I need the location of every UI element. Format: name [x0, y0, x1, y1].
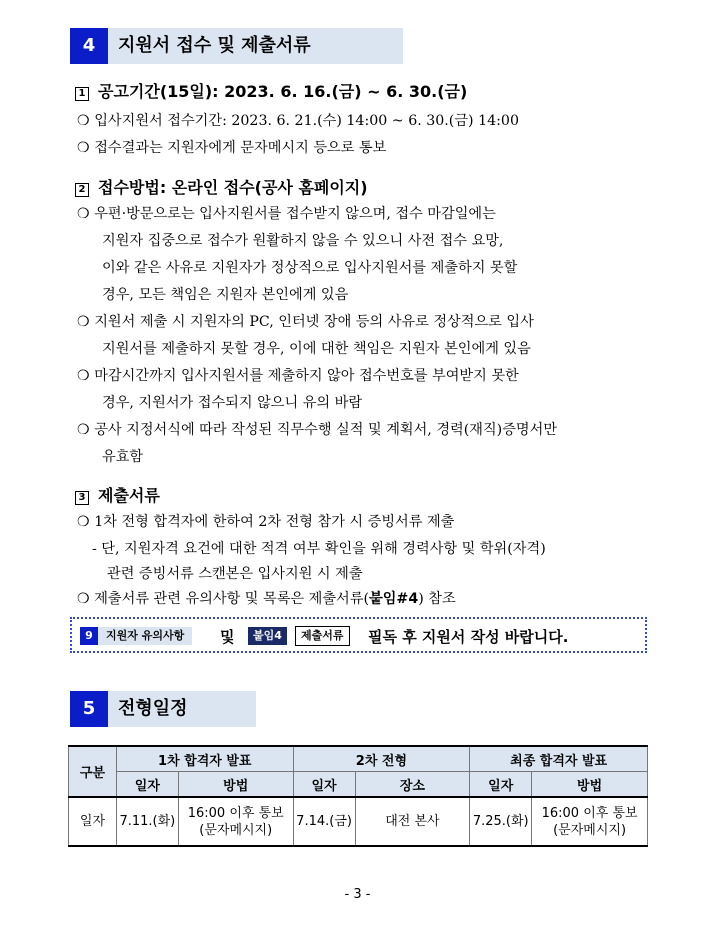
- section-title: 지원서 접수 및 제출서류: [118, 35, 311, 56]
- table-subheader: 방법: [178, 772, 293, 798]
- table-cell: 대전 본사: [355, 797, 470, 846]
- body-line: ❍ 우편·방문으로는 입사지원서를 접수받지 않으며, 접수 마감일에는: [77, 206, 496, 222]
- notice-box: [70, 617, 647, 653]
- page-number: - 3 -: [344, 887, 371, 902]
- notice-number: 9: [80, 627, 98, 645]
- table-cell: 일자: [69, 797, 117, 846]
- table-subheader-row: [69, 772, 648, 798]
- table-subheader: 방법: [532, 772, 648, 798]
- body-line: 이와 같은 사유로 지원자가 정상적으로 입사지원서를 제출하지 못할: [102, 260, 518, 276]
- body-line: 유효함: [102, 449, 144, 465]
- schedule-table: [68, 745, 648, 847]
- table-header: 2차 전형: [293, 746, 470, 772]
- table-row: [69, 797, 648, 846]
- notice-and: 및: [220, 628, 235, 646]
- body-line: 지원자 집중으로 접수가 원활하지 않을 수 있으니 사전 접수 요망,: [102, 233, 504, 249]
- body-line: [77, 588, 456, 608]
- body-text: ) 참조: [418, 591, 456, 607]
- table-cell: 7.14.(금): [293, 797, 355, 846]
- table-header: 1차 합격자 발표: [116, 746, 293, 772]
- body-line: 경우, 모든 책임은 지원자 본인에게 있음: [102, 287, 349, 303]
- cell-line: 16:00 이후 통보: [541, 805, 638, 821]
- body-line: ❍ 입사지원서 접수기간: 2023. 6. 21.(수) 14:00 ~ 6. 30.(금) 14:00: [77, 113, 519, 129]
- body-line: ❍ 마감시간까지 입사지원서를 제출하지 않아 접수번호를 부여받지 못한: [77, 368, 519, 384]
- table-cell: 7.25.(화): [470, 797, 532, 846]
- body-line: ❍ 공사 지정서식에 따라 작성된 직무수행 실적 및 계획서, 경력(재직)증명서만: [77, 422, 558, 438]
- table-header: 구분: [69, 746, 117, 797]
- cell-line: (문자메시지): [199, 822, 273, 838]
- number-box: 3: [75, 491, 89, 505]
- table-subheader: 일자: [116, 772, 178, 798]
- subheading-text: 접수방법: 온라인 접수(공사 홈페이지): [98, 178, 368, 197]
- number-box: 2: [75, 183, 89, 197]
- subheading-text: 공고기간(15일): 2023. 6. 16.(금) ~ 6. 30.(금): [98, 82, 468, 101]
- body-line: ❍ 접수결과는 지원자에게 문자메시지 등으로 통보: [77, 140, 387, 156]
- body-line: ❍ 지원서 제출 시 지원자의 PC, 인터넷 장애 등의 사유로 정상적으로 입사: [77, 314, 534, 330]
- table-cell: [178, 797, 293, 846]
- section-number: 5: [70, 691, 108, 727]
- body-line: 관련 증빙서류 스캔본은 입사지원 시 제출: [107, 566, 363, 582]
- table-header-row: [69, 746, 648, 772]
- table-header: 최종 합격자 발표: [470, 746, 648, 772]
- attachment-ref: 붙임#4: [369, 591, 419, 607]
- cell-line: 16:00 이후 통보: [187, 805, 284, 821]
- table-subheader: 일자: [293, 772, 355, 798]
- section-5-header: [70, 691, 256, 727]
- notice-text: 필독 후 지원서 작성 바랍니다.: [368, 628, 569, 646]
- table-cell: [532, 797, 648, 846]
- notice-label: 지원자 유의사항: [98, 627, 192, 645]
- table-subheader: 장소: [355, 772, 470, 798]
- table-subheader: 일자: [470, 772, 532, 798]
- section-4-header: [70, 28, 403, 64]
- subheading-text: 제출서류: [98, 486, 160, 505]
- body-line: 경우, 지원서가 접수되지 않으니 유의 바람: [102, 395, 363, 411]
- table-cell: 7.11.(화): [116, 797, 178, 846]
- number-box: 1: [75, 87, 89, 101]
- body-line: 지원서를 제출하지 못할 경우, 이에 대한 책임은 지원자 본인에게 있음: [102, 341, 531, 357]
- subheading-3: [75, 483, 160, 506]
- section-title: 전형일정: [118, 698, 188, 719]
- body-text: ❍ 제출서류 관련 유의사항 및 목록은 제출서류(: [77, 591, 370, 607]
- body-line: ❍ 1차 전형 합격자에 한하여 2차 전형 참가 시 증빙서류 제출: [77, 514, 455, 530]
- documents-tag: 제출서류: [295, 626, 350, 646]
- section-number: 4: [70, 28, 108, 64]
- subheading-1: [75, 79, 467, 102]
- body-line: - 단, 지원자격 요건에 대한 적격 여부 확인을 위해 경력사항 및 학위(자격): [92, 541, 546, 557]
- subheading-2: [75, 175, 368, 198]
- attachment-tag: 붙임4: [248, 627, 287, 645]
- cell-line: (문자메시지): [553, 822, 627, 838]
